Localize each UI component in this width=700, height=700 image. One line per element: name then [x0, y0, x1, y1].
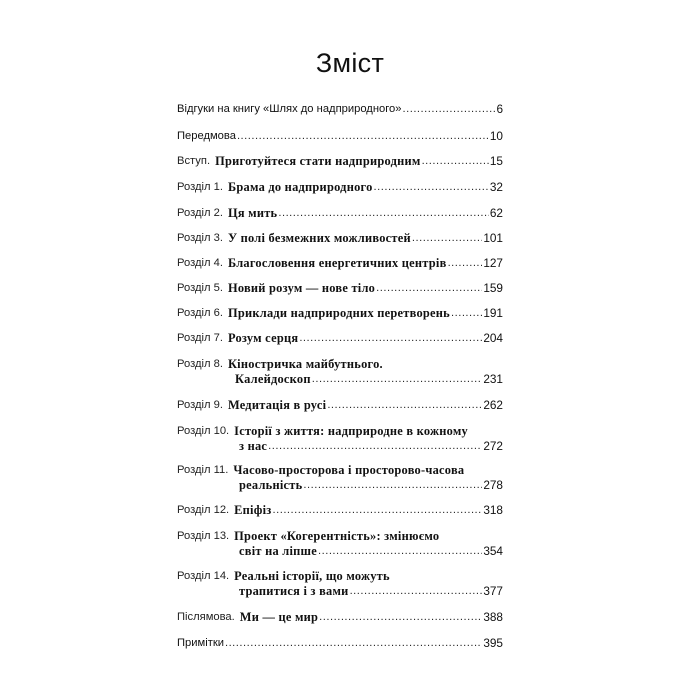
toc-entry[interactable]: [177, 357, 503, 387]
leader-dots: [237, 129, 489, 144]
leader-dots: [299, 331, 482, 346]
leader-dots: [319, 610, 482, 625]
entry-page: 32: [489, 180, 503, 194]
entry-title: Проект «Когерентність»: змінюємо: [234, 529, 440, 543]
entry-page: 101: [483, 231, 503, 245]
leader-dots: [376, 281, 482, 296]
entry-title: Реальні історії, що можуть: [234, 569, 390, 583]
leader-dots: [273, 503, 483, 518]
entry-title: Ця мить: [227, 206, 278, 220]
entry-label: Розділ 11.: [177, 464, 229, 476]
entry-page: 388: [483, 610, 503, 624]
entry-label: Вступ.: [177, 155, 211, 167]
entry-title: Благословення енергетичних центрів: [227, 256, 447, 270]
entry-title: Часово-просторова і просторово-часова: [233, 463, 465, 477]
toc-entry[interactable]: [177, 256, 503, 271]
entry-title: Історії з життя: надприродне в кожному: [234, 424, 468, 438]
entry-page: 10: [489, 129, 503, 143]
entry-page: 377: [483, 584, 503, 598]
entry-title-continued: Калейдоскоп: [235, 372, 311, 386]
entry-title-continued: світ на ліпше: [239, 544, 317, 558]
leader-dots: [448, 256, 483, 271]
entry-label: Розділ 10.: [177, 425, 230, 437]
entry-page: 354: [483, 544, 503, 558]
toc-entry[interactable]: [177, 281, 503, 296]
entry-title: Новий розум — нове тіло: [227, 281, 376, 295]
leader-dots: [451, 306, 482, 321]
entry-title: Передмова: [177, 130, 236, 142]
entry-label: Розділ 7.: [177, 332, 223, 344]
entry-title: Кіностричка майбутнього.: [227, 357, 383, 371]
toc-entry[interactable]: [177, 180, 503, 195]
toc-entry[interactable]: [177, 529, 503, 559]
leader-dots: [225, 636, 482, 651]
toc-entry[interactable]: [177, 569, 503, 599]
leader-dots: [350, 584, 483, 599]
entry-label: Розділ 2.: [177, 207, 223, 219]
entry-page: 62: [489, 206, 503, 220]
entry-title-continued: реальність: [239, 478, 303, 492]
entry-label: Післямова.: [177, 611, 235, 623]
leader-dots: [268, 439, 482, 454]
entry-label: Розділ 5.: [177, 282, 223, 294]
entry-title: Епіфіз: [234, 503, 272, 517]
entry-title: Приготуйтеся стати надприродним: [215, 154, 421, 168]
toc-entry[interactable]: [177, 503, 503, 518]
leader-dots: [422, 154, 489, 169]
leader-dots: [374, 180, 489, 195]
toc-entry[interactable]: [177, 306, 503, 321]
entry-label: Розділ 8.: [177, 358, 223, 370]
entry-page: 262: [483, 398, 503, 412]
entry-page: 127: [483, 256, 503, 270]
entry-title-continued: з нас: [239, 439, 268, 453]
leader-dots: [312, 372, 483, 387]
entry-label: Розділ 12.: [177, 504, 230, 516]
toc-entry[interactable]: [177, 129, 503, 144]
toc-entry[interactable]: [177, 610, 503, 625]
entry-page: 395: [483, 636, 503, 650]
toc-entry[interactable]: [177, 231, 503, 246]
leader-dots: [327, 398, 482, 413]
leader-dots: [303, 478, 482, 493]
entry-title: Брама до надприродного: [227, 180, 373, 194]
entry-page: 278: [483, 478, 503, 492]
entry-title: Відгуки на книгу «Шлях до надприродного»: [177, 103, 402, 115]
entry-title: Розум серця: [227, 331, 299, 345]
entry-title: Приклади надприродних перетворень: [227, 306, 450, 320]
entry-title-continued: трапитися і з вами: [239, 584, 349, 598]
page-title: Зміст: [315, 48, 385, 78]
entry-title: Примітки: [177, 637, 224, 649]
entry-label: Розділ 6.: [177, 307, 223, 319]
entry-title: Ми — це мир: [239, 610, 319, 624]
entry-page: 204: [483, 331, 503, 345]
toc-entry[interactable]: [177, 102, 503, 117]
leader-dots: [318, 544, 482, 559]
entry-page: 191: [483, 306, 503, 320]
toc-entry[interactable]: [177, 206, 503, 221]
entry-page: 272: [483, 439, 503, 453]
entry-page: 159: [483, 281, 503, 295]
leader-dots: [403, 102, 496, 117]
entry-title: У полі безмежних можливостей: [227, 231, 411, 245]
entry-label: Розділ 1.: [177, 181, 223, 193]
toc-entry[interactable]: [177, 424, 503, 454]
leader-dots: [412, 231, 482, 246]
entry-label: Розділ 9.: [177, 399, 223, 411]
toc-entry[interactable]: [177, 398, 503, 413]
toc-entry[interactable]: [177, 463, 503, 493]
entry-page: 318: [483, 503, 503, 517]
entry-title: Медитація в русі: [227, 398, 327, 412]
entry-label: Розділ 4.: [177, 257, 223, 269]
entry-label: Розділ 13.: [177, 530, 230, 542]
toc-entry[interactable]: [177, 331, 503, 346]
entry-label: Розділ 14.: [177, 570, 230, 582]
entry-page: 15: [489, 154, 503, 168]
toc-entry[interactable]: [177, 154, 503, 169]
leader-dots: [278, 206, 489, 221]
entry-page: 6: [496, 102, 503, 116]
entry-label: Розділ 3.: [177, 232, 223, 244]
toc-entry[interactable]: [177, 636, 503, 651]
entry-page: 231: [483, 372, 503, 386]
